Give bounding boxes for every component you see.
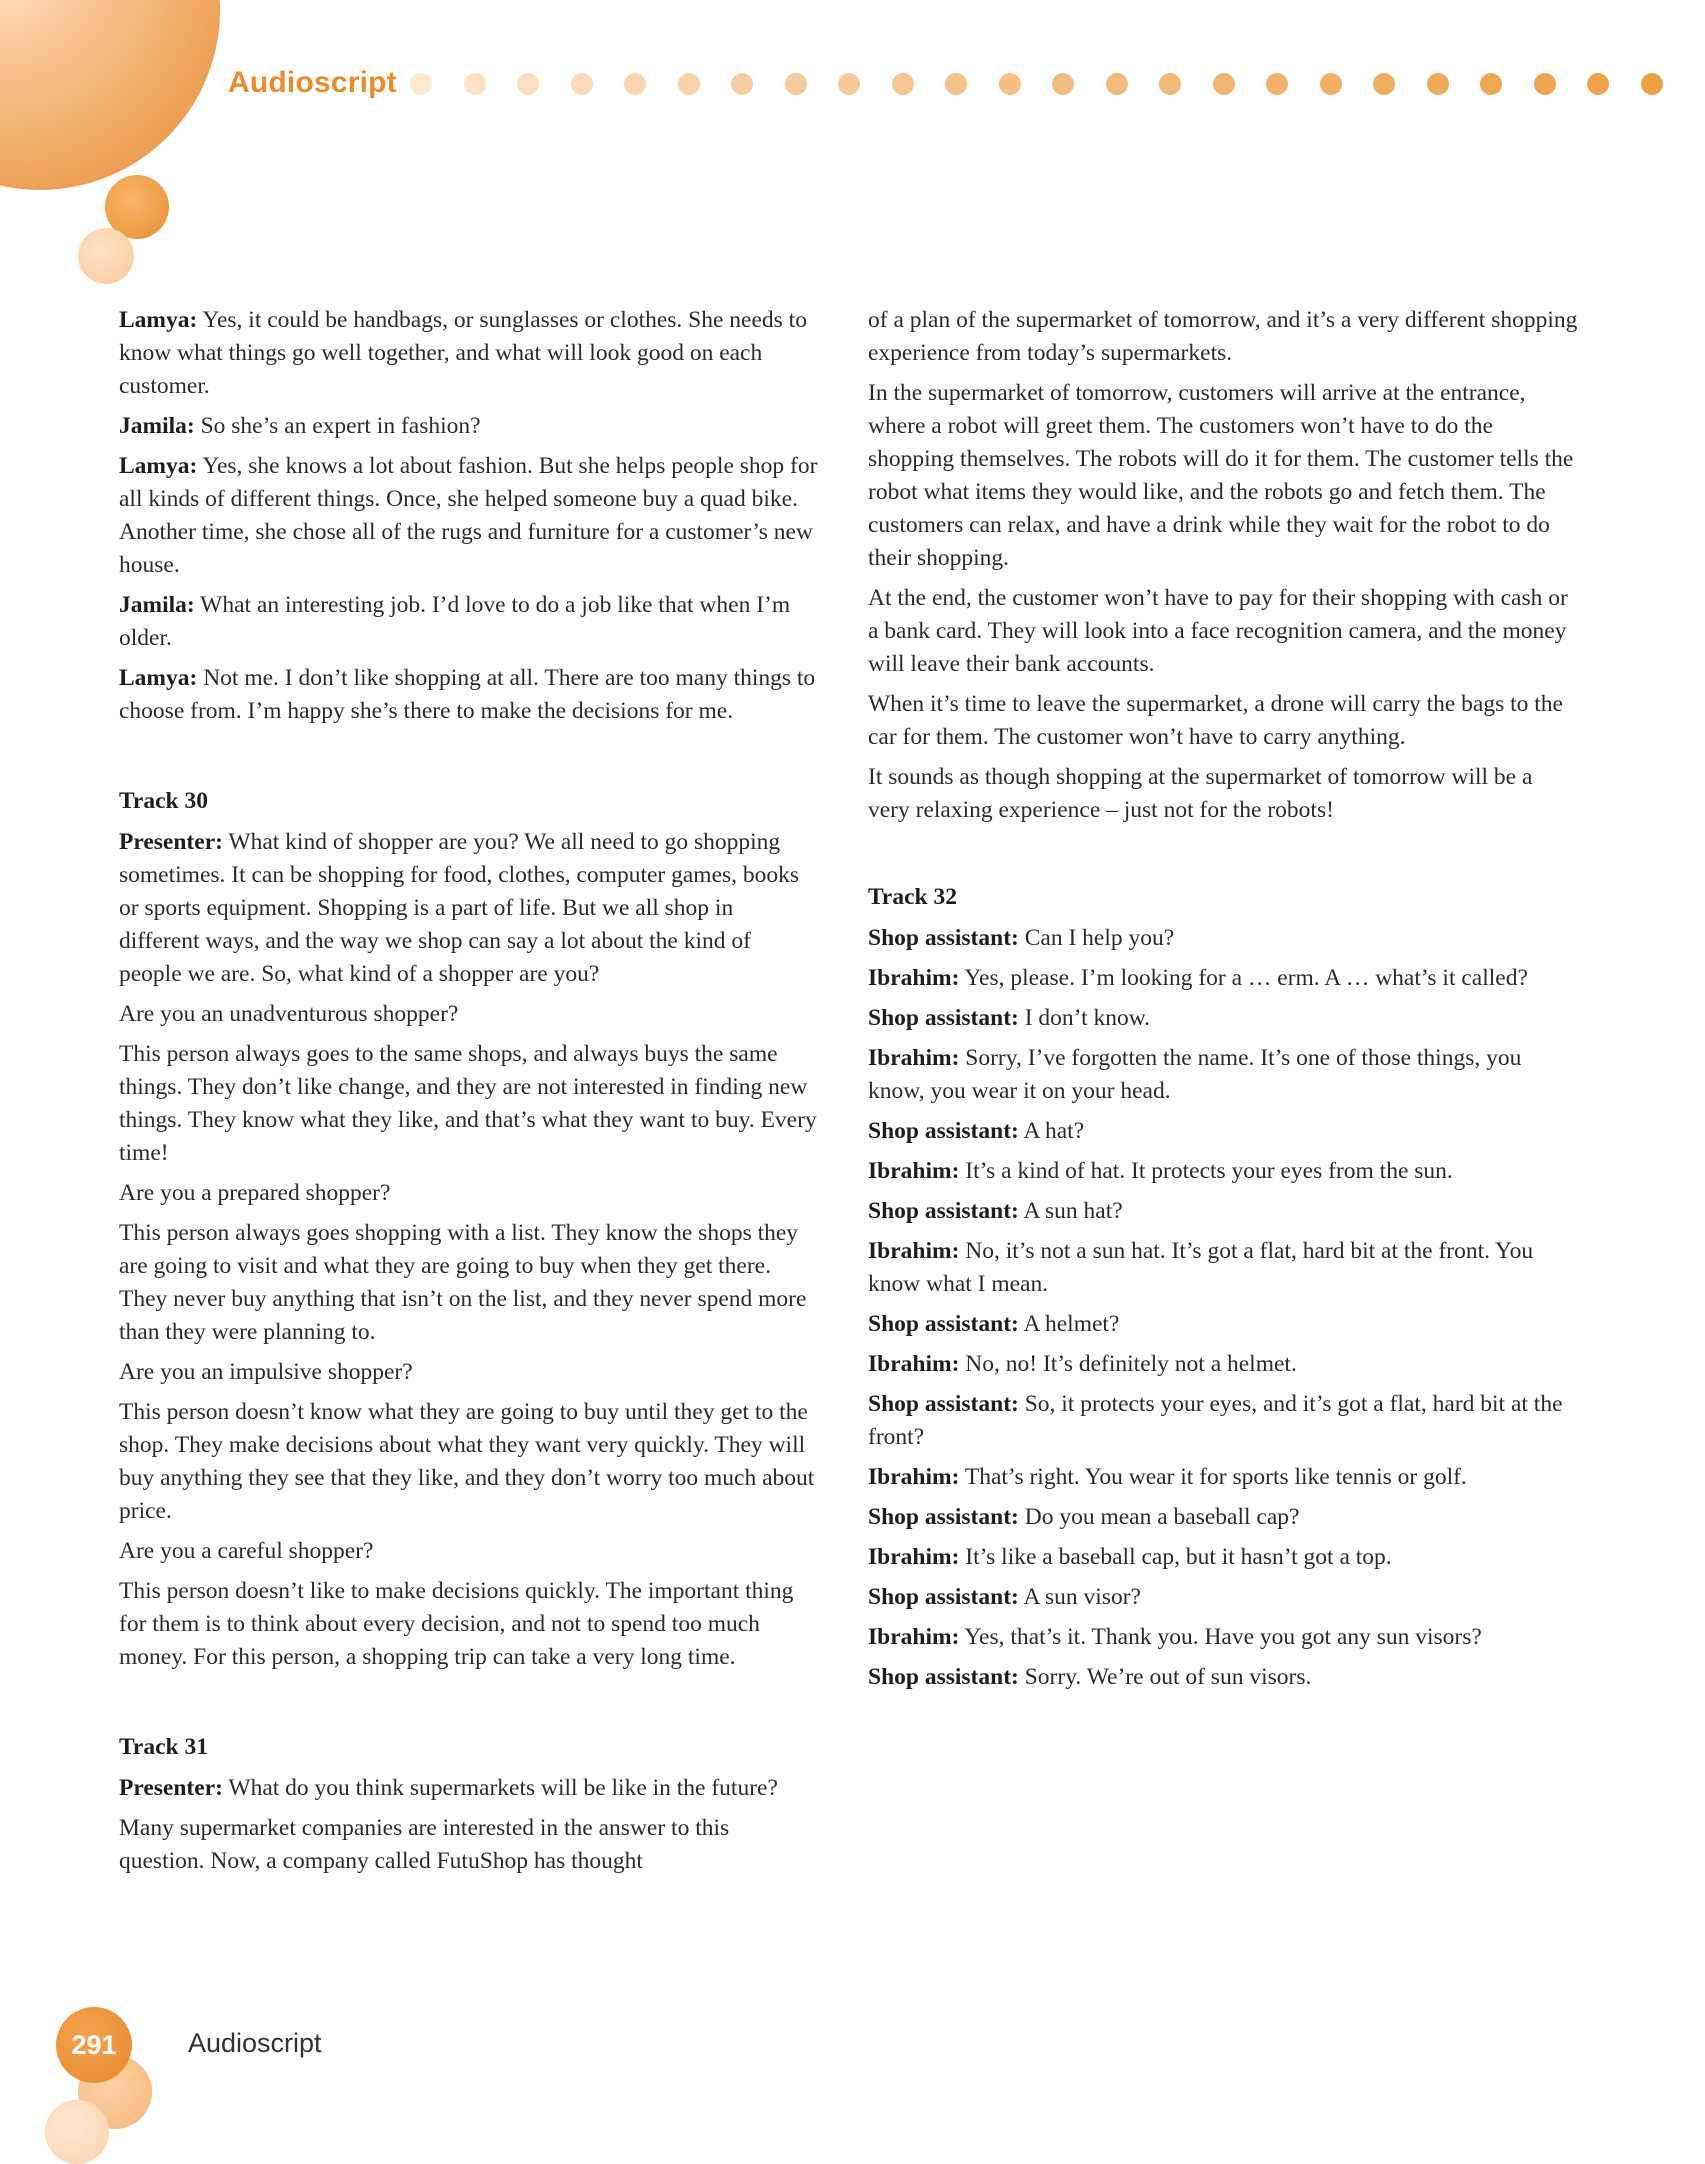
dialogue-line bbox=[868, 1388, 1580, 1454]
dialogue-line bbox=[868, 1501, 1580, 1534]
dialogue-text: Yes, please. I’m looking for a … erm. A … what’s it called? bbox=[964, 965, 1528, 991]
decorative-peach-circle bbox=[78, 228, 134, 284]
decorative-light-peach-circle bbox=[45, 2100, 109, 2164]
speaker-name: Ibrahim: bbox=[868, 1544, 960, 1570]
description-paragraph: At the end, the customer won’t have to pay for their shopping with cash or a bank card. They will look into a face recognition camera, and the money will leave their bank accounts. bbox=[868, 585, 1568, 677]
header-dot bbox=[1213, 73, 1235, 95]
dialogue-text: Can I help you? bbox=[1024, 925, 1175, 951]
dialogue-text: That’s right. You wear it for sports like tennis or golf. bbox=[964, 1464, 1467, 1490]
dialogue-line bbox=[868, 1661, 1580, 1694]
header-dot bbox=[1106, 73, 1128, 95]
dialogue-text: A sun visor? bbox=[1023, 1584, 1141, 1610]
dialogue-line bbox=[868, 1461, 1580, 1494]
header-dot bbox=[1266, 73, 1288, 95]
description-paragraph: This person always goes shopping with a list. They know the shops they are going to visit and what they are going to buy when they get there. They never buy anything that isn’t on the list, and they never spend more than they were planning to. bbox=[119, 1220, 807, 1345]
description-paragraph: This person doesn’t like to make decisions quickly. The important thing for them is to think about every decision, and not to spend too much money. For this person, a shopping trip can take a very long time. bbox=[119, 1578, 794, 1670]
dialogue-text: What an interesting job. I’d love to do a job like that when I’m older. bbox=[119, 592, 791, 651]
dialogue-line bbox=[119, 589, 819, 655]
dialogue-line bbox=[119, 450, 819, 582]
speaker-name: Ibrahim: bbox=[868, 965, 960, 991]
dialogue-line bbox=[868, 1308, 1580, 1341]
dialogue-text: So, it protects your eyes, and it’s got a flat, hard bit at the front? bbox=[868, 1391, 1563, 1450]
speaker-name: Jamila: bbox=[119, 592, 195, 618]
decorative-orange-sphere bbox=[0, 0, 220, 190]
header-dot bbox=[892, 73, 914, 95]
speaker-name: Shop assistant: bbox=[868, 1118, 1019, 1144]
speaker-name: Presenter: bbox=[119, 1775, 223, 1801]
header-dot bbox=[1534, 73, 1556, 95]
header-dot bbox=[999, 73, 1021, 95]
speaker-name: Shop assistant: bbox=[868, 1504, 1019, 1530]
header-dot bbox=[838, 73, 860, 95]
dialogue-text: What do you think supermarkets will be like in the future? bbox=[228, 1775, 778, 1801]
header-dot bbox=[571, 73, 593, 95]
dialogue-text: Sorry, I’ve forgotten the name. It’s one of those things, you know, you wear it on your head. bbox=[868, 1045, 1522, 1104]
speaker-name: Shop assistant: bbox=[868, 1005, 1019, 1031]
dialogue-line bbox=[868, 1581, 1580, 1614]
question-line: Are you a prepared shopper? bbox=[119, 1180, 391, 1206]
speaker-name: Shop assistant: bbox=[868, 1198, 1019, 1224]
header-dot bbox=[1641, 73, 1663, 95]
speaker-name: Ibrahim: bbox=[868, 1045, 960, 1071]
speaker-name: Shop assistant: bbox=[868, 1311, 1019, 1337]
speaker-name: Shop assistant: bbox=[868, 1391, 1019, 1417]
track-30-heading: Track 30 bbox=[119, 788, 208, 814]
header-dot-row bbox=[410, 73, 1700, 99]
dialogue-line bbox=[868, 1002, 1580, 1035]
dialogue-line bbox=[868, 1541, 1580, 1574]
speaker-name: Lamya: bbox=[119, 307, 198, 333]
speaker-name: Lamya: bbox=[119, 665, 198, 691]
dialogue-text: No, no! It’s definitely not a helmet. bbox=[965, 1351, 1297, 1377]
speaker-name: Ibrahim: bbox=[868, 1238, 960, 1264]
header-dot bbox=[1427, 73, 1449, 95]
dialogue-text: I don’t know. bbox=[1024, 1005, 1151, 1031]
dialogue-text: It’s a kind of hat. It protects your eyes from the sun. bbox=[965, 1158, 1453, 1184]
speaker-name: Ibrahim: bbox=[868, 1624, 960, 1650]
description-paragraph: It sounds as though shopping at the supermarket of tomorrow will be a very relaxing experience – just not for the robots! bbox=[868, 764, 1533, 823]
header-dot bbox=[1159, 73, 1181, 95]
dialogue-line bbox=[868, 922, 1580, 955]
left-column bbox=[119, 304, 819, 1885]
header-dot bbox=[1587, 73, 1609, 95]
description-paragraph: of a plan of the supermarket of tomorrow, and it’s a very different shopping experience from today’s supermarkets. bbox=[868, 307, 1578, 366]
header-dot bbox=[945, 73, 967, 95]
header-dot bbox=[624, 73, 646, 95]
dialogue-line bbox=[119, 304, 819, 403]
dialogue-line bbox=[868, 1621, 1580, 1654]
right-column bbox=[868, 304, 1580, 1701]
header-dot bbox=[1373, 73, 1395, 95]
dialogue-text: Yes, it could be handbags, or sunglasses or clothes. She needs to know what things go well together, and what will look good on each customer. bbox=[119, 307, 807, 399]
dialogue-text: Sorry. We’re out of sun visors. bbox=[1024, 1664, 1312, 1690]
header-dot bbox=[1320, 73, 1342, 95]
speaker-name: Shop assistant: bbox=[868, 925, 1019, 951]
speaker-name: Presenter: bbox=[119, 829, 223, 855]
dialogue-text: A sun hat? bbox=[1023, 1198, 1123, 1224]
dialogue-line bbox=[119, 410, 819, 443]
dialogue-line bbox=[119, 662, 819, 728]
track-32-heading: Track 32 bbox=[868, 884, 957, 910]
track-32-dialogue bbox=[868, 922, 1580, 1694]
header-dot bbox=[1052, 73, 1074, 95]
dialogue-line bbox=[868, 1115, 1580, 1148]
description-paragraph: In the supermarket of tomorrow, customers will arrive at the entrance, where a robot will greet them. The customers won’t have to do the shopping themselves. The robots will do it for them. The customer tells the robot what items they would like, and the robots go and fetch them. The customers can relax, and have a drink while they wait for the robot to do their shopping. bbox=[868, 380, 1574, 571]
dialogue-line bbox=[868, 962, 1580, 995]
speaker-name: Ibrahim: bbox=[868, 1464, 960, 1490]
description-paragraph: This person doesn’t know what they are going to buy until they get to the shop. They make decisions about what they want very quickly. They will buy anything they see that they like, and they don’t worry too much about price. bbox=[119, 1399, 815, 1524]
dialogue-line bbox=[868, 1348, 1580, 1381]
dialogue-text: Do you mean a baseball cap? bbox=[1024, 1504, 1300, 1530]
dialogue-line bbox=[119, 1772, 819, 1805]
header-dot bbox=[517, 73, 539, 95]
header-dot bbox=[731, 73, 753, 95]
speaker-name: Jamila: bbox=[119, 413, 195, 439]
speaker-name: Lamya: bbox=[119, 453, 198, 479]
dialogue-text: So she’s an expert in fashion? bbox=[200, 413, 481, 439]
dialogue-line bbox=[868, 1155, 1580, 1188]
dialogue-text: A hat? bbox=[1023, 1118, 1085, 1144]
dialogue-line bbox=[868, 1235, 1580, 1301]
dialogue-text: It’s like a baseball cap, but it hasn’t got a top. bbox=[965, 1544, 1392, 1570]
page-header-title: Audioscript bbox=[228, 66, 397, 99]
description-paragraph: This person always goes to the same shops, and always buys the same things. They don’t like change, and they are not interested in finding new things. They know what they like, and that’s what they want to buy. Every time! bbox=[119, 1041, 817, 1166]
header-dot bbox=[1480, 73, 1502, 95]
question-line: Are you an impulsive shopper? bbox=[119, 1359, 413, 1385]
description-paragraph: When it’s time to leave the supermarket, a drone will carry the bags to the car for them. The customer won’t have to carry anything. bbox=[868, 691, 1563, 750]
dialogue-line bbox=[868, 1042, 1580, 1108]
speaker-name: Shop assistant: bbox=[868, 1584, 1019, 1610]
page-number-badge: 291 bbox=[56, 2007, 132, 2083]
header-dot bbox=[678, 73, 700, 95]
dialogue-text: What kind of shopper are you? We all need to go shopping sometimes. It can be shopping for food, clothes, computer games, books or sports equipment. Shopping is a part of life. But we all shop in different ways, and the way we shop can say a lot about the kind of people we are. So, what kind of a shopper are you? bbox=[119, 829, 800, 987]
header-dot bbox=[785, 73, 807, 95]
speaker-name: Ibrahim: bbox=[868, 1351, 960, 1377]
dialogue-text: No, it’s not a sun hat. It’s got a flat, hard bit at the front. You know what I mean. bbox=[868, 1238, 1534, 1297]
speaker-name: Ibrahim: bbox=[868, 1158, 960, 1184]
question-line: Are you a careful shopper? bbox=[119, 1538, 374, 1564]
speaker-name: Shop assistant: bbox=[868, 1664, 1019, 1690]
dialogue-text: Yes, that’s it. Thank you. Have you got any sun visors? bbox=[964, 1624, 1482, 1650]
dialogue-text: A helmet? bbox=[1023, 1311, 1120, 1337]
description-paragraph: Many supermarket companies are interested in the answer to this question. Now, a company called FutuShop has thought bbox=[119, 1815, 730, 1874]
question-line: Are you an unadventurous shopper? bbox=[119, 1001, 459, 1027]
dialogue-line bbox=[119, 826, 819, 991]
track-31-heading: Track 31 bbox=[119, 1734, 208, 1760]
header-dot bbox=[410, 73, 432, 95]
footer-label: Audioscript bbox=[188, 2028, 322, 2058]
header-dot bbox=[464, 73, 486, 95]
dialogue-line bbox=[868, 1195, 1580, 1228]
dialogue-text: Yes, she knows a lot about fashion. But she helps people shop for all kinds of different things. Once, she helped someone buy a quad bike. Another time, she chose all of the rugs and furniture for a customer’s new house. bbox=[119, 453, 818, 578]
dialogue-text: Not me. I don’t like shopping at all. There are too many things to choose from. I’m happy she’s there to make the decisions for me. bbox=[119, 665, 816, 724]
